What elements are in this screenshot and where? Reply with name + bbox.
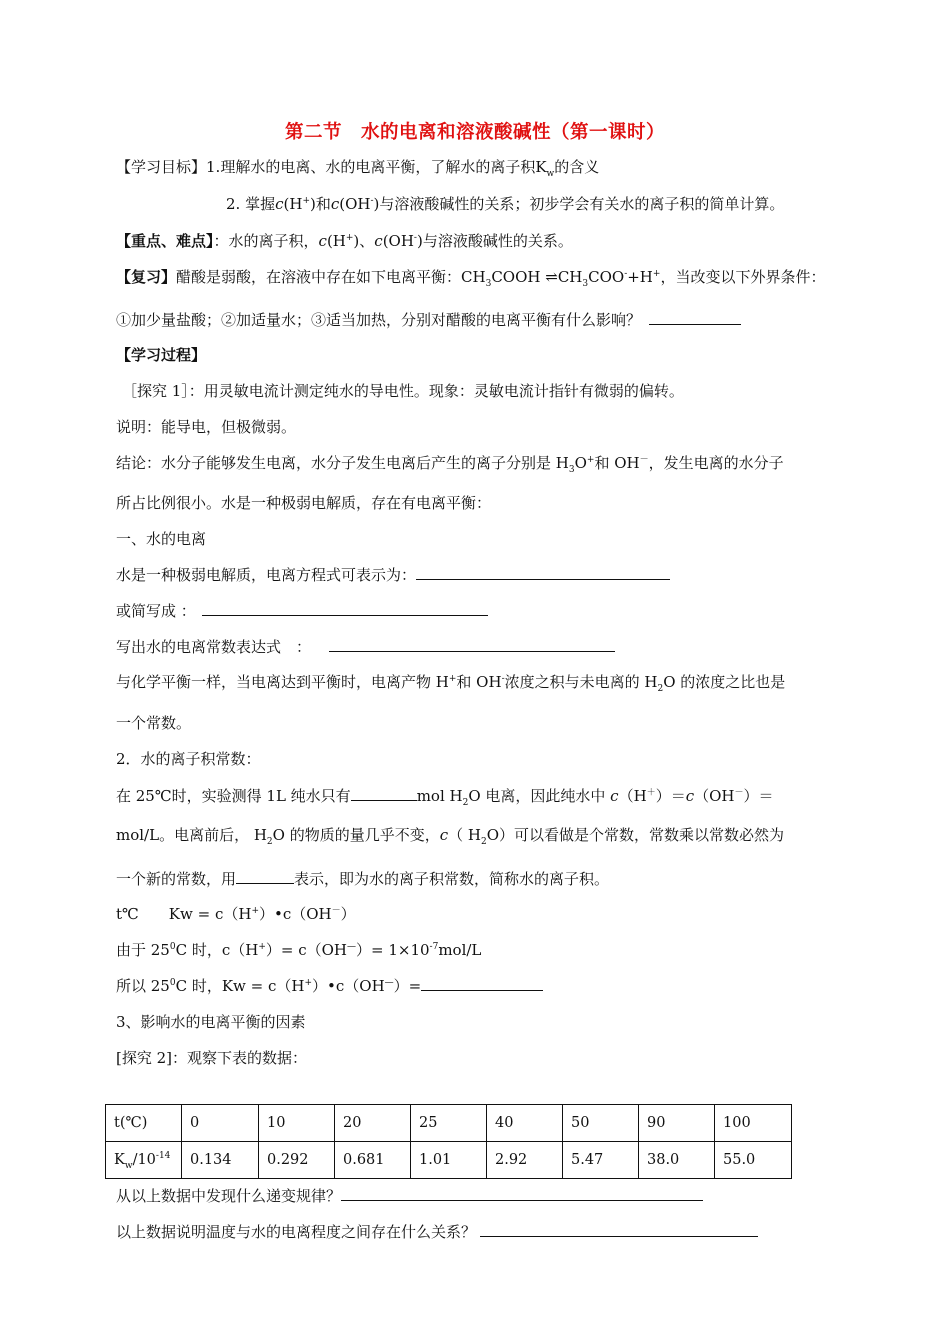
table-cell: 0	[182, 1105, 259, 1142]
table-cell: 50	[563, 1105, 639, 1142]
table-cell: 25	[411, 1105, 487, 1142]
table-cell: 100	[715, 1105, 792, 1142]
table-cell: 10	[259, 1105, 335, 1142]
answer-blank[interactable]	[202, 601, 488, 616]
answer-blank[interactable]	[421, 976, 543, 991]
question-2-line: 以上数据说明温度与水的电离程度之间存在什么关系？	[116, 1222, 758, 1242]
goals-line-2: 2. 掌握c(H+)和c(OH-)与溶液酸碱性的关系；初步学会有关水的离子积的简单计算。	[226, 195, 785, 213]
review-line-1: 【复习】醋酸是弱酸，在溶液中存在如下电离平衡：$CH_3COOH$ $\rightleftharpoons CH_3COO^-+H^+$，当改变以下外界条件：	[116, 268, 826, 289]
measure-line-1: 在 25℃时，实验测得 1L 纯水只有 mol $H_2O$ 电离，因此纯水中 c（H＋）＝c（OH－）＝	[116, 787, 774, 808]
answer-blank[interactable]	[341, 1186, 703, 1201]
table-cell: 1.01	[411, 1142, 487, 1179]
table-cell: 90	[639, 1105, 715, 1142]
chem-eq-line-1: 与化学平衡一样，当电离达到平衡时，电离产物 H+和 OH-浓度之积与未电离的 $H_2O$ 的浓度之比也是	[116, 673, 786, 694]
constant-expression-line: 写出水的电离常数表达式 ：	[116, 637, 615, 657]
table-cell: 0.134	[182, 1142, 259, 1179]
explain-text: 说明：能导电，但极微弱。	[116, 418, 297, 436]
equilibrium-arrow-icon: ⇌	[545, 268, 558, 286]
table-row	[106, 1105, 792, 1142]
answer-blank[interactable]	[351, 786, 417, 801]
at-25-line: 由于 $25^0C$ 时，$c(H^+)= c(OH^—)= 1\times 10^{-7}mol/L$	[116, 941, 482, 959]
table-cell: 55.0	[715, 1142, 792, 1179]
answer-blank[interactable]	[236, 869, 294, 884]
table-cell: 20	[335, 1105, 411, 1142]
section-1-heading: 一、水的电离	[116, 530, 207, 548]
kw-table	[105, 1104, 792, 1179]
chem-eq-line-2: 一个常数。	[116, 714, 192, 732]
short-form-line: 或简写成 ：	[116, 601, 488, 621]
kw-definition: t℃ Kw = c（H+）•c（OH－）	[116, 905, 356, 923]
table-cell: 5.47	[563, 1142, 639, 1179]
table-cell: 38.0	[639, 1142, 715, 1179]
ionization-equation-line: 水是一种极弱电解质，电离方程式可表示为：	[116, 565, 670, 585]
table-cell: 0.292	[259, 1142, 335, 1179]
explore-2: [探究 2]：观察下表的数据：	[116, 1049, 308, 1067]
measure-line-3: 一个新的常数，用 表示，即为水的离子积常数，简称水的离子积。	[116, 870, 610, 888]
table-row	[106, 1142, 792, 1179]
so-25-line: 所以 $25^0C$ 时，Kw = c（H+）•c（OH—）=	[116, 976, 543, 996]
answer-blank[interactable]	[480, 1222, 758, 1237]
page-title: 第二节 水的电离和溶液酸碱性（第一课时）	[284, 122, 665, 143]
answer-blank[interactable]	[329, 637, 615, 652]
table-cell: 2.92	[487, 1142, 563, 1179]
table-header-cell: t(℃)	[106, 1105, 182, 1142]
table-header-cell: $K_w/10^{-14}$	[106, 1142, 182, 1179]
table-cell: 40	[487, 1105, 563, 1142]
answer-blank[interactable]	[416, 565, 670, 580]
conclusion-line-2: 所占比例很小。水是一种极弱电解质，存在有电离平衡：	[116, 494, 492, 512]
focus-label: 【重点、难点】	[116, 232, 214, 250]
review-line-2: ①加少量盐酸；②加适量水；③适当加热，分别对醋酸的电离平衡有什么影响？	[116, 310, 741, 330]
explore-1: ［探究 1］：用灵敏电流计测定纯水的导电性。现象：灵敏电流计指针有微弱的偏转。	[122, 382, 684, 400]
measure-line-2: mol/L。电离前后， $H_2O$ 的物质的量几乎不变，c（ $H_2O$）可以看做是个常数，常数乘以常数必然为	[116, 826, 785, 847]
answer-blank[interactable]	[649, 310, 741, 325]
goals-label: 【学习目标】	[116, 158, 207, 176]
question-1-line: 从以上数据中发现什么递变规律？	[116, 1186, 703, 1206]
section-3-heading: 3、影响水的电离平衡的因素	[116, 1013, 306, 1031]
section-2-heading: 2．水的离子积常数：	[116, 750, 261, 768]
conclusion-line-1: 结论：水分子能够发生电离，水分子发生电离后产生的离子分别是 $H_3O^+$和 OH－，发生电离的水分子	[116, 454, 784, 475]
process-label: 【学习过程】	[116, 346, 207, 364]
table-cell: 0.681	[335, 1142, 411, 1179]
goals-line-1: 【学习目标】1.理解水的电离、水的电离平衡，了解水的离子积$K_w$的含义	[116, 158, 600, 179]
focus-line: 【重点、难点】：水的离子积，c(H+)、c(OH-)与溶液酸碱性的关系。	[116, 232, 573, 250]
review-label: 【复习】	[116, 268, 177, 286]
